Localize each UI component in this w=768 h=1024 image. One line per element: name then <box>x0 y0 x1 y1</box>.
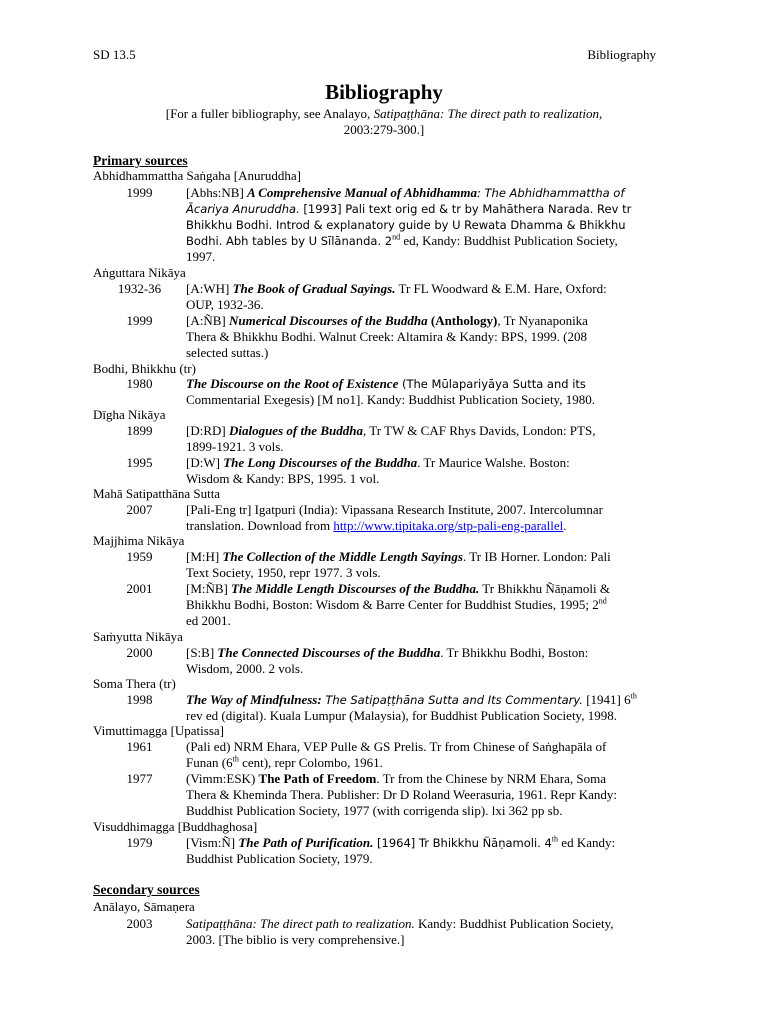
entry-heading: Aṅguttara Nikāya <box>93 265 186 280</box>
entry-heading: Dīgha Nikāya <box>93 407 166 422</box>
entry-text: The Way of Mindfulness: The Satipaṭṭhāna Sutta and Its Commentary. [1941] 6th rev ed (digital). Kuala Lumpur (Malaysia), for Buddhist Publication Society, 1998. <box>186 691 637 723</box>
entry-heading: Saṁyutta Nikāya <box>93 629 183 644</box>
secondary-sources-heading: Secondary sources <box>93 882 200 897</box>
tipitaka-link[interactable]: http://www.tipitaka.org/stp-pali-eng-parallel <box>333 518 564 533</box>
entry-text: [D:W] The Long Discourses of the Buddha. Tr Maurice Walshe. Boston: Wisdom & Kandy: BPS, 1995. 1 vol. <box>186 455 570 486</box>
entry-text: [M:H] The Collection of the Middle Length Sayings. Tr IB Horner. London: Pali Text Society, 1950, repr 1977. 3 vols. <box>186 549 611 580</box>
entry-text: [Abhs:NB] A Comprehensive Manual of Abhidhamma: The Abhidhammattha of Ācariya Anuruddha. [1993] Pali text orig ed & tr by Mahāthera Narada. Rev tr Bhikkhu Bodhi. Introd & explanatory guide by U Rewata Dhamma & Bhikkhu Bodhi. Abh tables by U Sīlānanda. 2nd ed, Kandy: Buddhist Publication Society, 1997. <box>186 185 632 264</box>
entry-year: 1999 <box>126 185 153 200</box>
entry-text: [A:ÑB] Numerical Discourses of the Buddha (Anthology), Tr Nyanaponika Thera & Bhikkhu Bodhi. Walnut Creek: Altamira & Kandy: BPS, 1999. (208 selected suttas.) <box>186 313 588 360</box>
header-section-title: Bibliography <box>587 47 656 62</box>
entry-text: [Pali-Eng tr] Igatpuri (India): Vipassana Research Institute, 2007. Intercolumnar translation. Download from http://www.tipitaka.org/stp-pali-eng-parallel. <box>186 502 604 533</box>
entry-heading: Visuddhimagga [Buddhaghosa] <box>93 819 258 834</box>
entry-heading: Anālayo, Sāmaṇera <box>93 899 195 914</box>
header-doc-id: SD 13.5 <box>93 47 136 62</box>
entry-text: The Discourse on the Root of Existence (The Mūlapariyāya Sutta and its Commentarial Exegesis) [M no1]. Kandy: Buddhist Publication Society, 1980. <box>186 376 595 407</box>
entry-year: 2007 <box>126 502 153 517</box>
entry-heading: Abhidhammattha Saṅgaha [Anuruddha] <box>93 168 301 183</box>
entry-year: 1977 <box>126 771 153 786</box>
entry-year: 1999 <box>126 313 153 328</box>
entry-year: 2001 <box>126 581 153 596</box>
intro-note: [For a fuller bibliography, see Analayo, Satipaṭṭhāna: The direct path to realization, 2003:279-300.] <box>165 106 603 137</box>
entry-year: 1932-36 <box>117 281 162 296</box>
entry-year: 1959 <box>126 549 153 564</box>
entry-year: 1961 <box>126 739 153 754</box>
entry-year: 1899 <box>126 423 153 438</box>
entry-year: 2000 <box>126 645 153 660</box>
entry-text: (Vimm:ESK) The Path of Freedom. Tr from the Chinese by NRM Ehara, Soma Thera & Kheminda Thera. Publisher: Dr D Roland Weerasuria, 1961. Repr Kandy: Buddhist Publication Society, 1977 (with corrigenda slip). lxi 362 pp sb. <box>186 771 617 818</box>
entry-heading: Vimuttimagga [Upatissa] <box>93 723 224 738</box>
entry-text: [M:ÑB] The Middle Length Discourses of the Buddha. Tr Bhikkhu Ñāṇamoli & Bhikkhu Bodhi, Boston: Wisdom & Barre Center for Buddhist Studies, 1995; 2nd ed 2001. <box>186 581 610 628</box>
entry-heading: Majjhima Nikāya <box>93 533 185 548</box>
entry-text: (Pali ed) NRM Ehara, VEP Pulle & GS Prelis. Tr from Chinese of Saṅghapāla of Funan (6th cent), repr Colombo, 1961. <box>186 739 607 770</box>
entry-text: [S:B] The Connected Discourses of the Buddha. Tr Bhikkhu Bodhi, Boston: Wisdom, 2000. 2 vols. <box>186 645 589 676</box>
primary-sources-heading: Primary sources <box>93 153 188 168</box>
entry-heading: Soma Thera (tr) <box>93 676 176 691</box>
entry-year: 1998 <box>126 692 153 707</box>
entry-heading: Bodhi, Bhikkhu (tr) <box>93 361 196 376</box>
entry-year: 1979 <box>126 835 153 850</box>
entry-text: [A:WH] The Book of Gradual Sayings. Tr FL Woodward & E.M. Hare, Oxford: OUP, 1932-36. <box>186 281 607 312</box>
entry-text: Satipaṭṭhāna: The direct path to realization. Kandy: Buddhist Publication Society, 2003. [The biblio is very comprehensive.] <box>186 916 614 947</box>
entry-heading: Mahā Satipatthāna Sutta <box>93 486 221 501</box>
entry-text: [D:RD] Dialogues of the Buddha, Tr TW & CAF Rhys Davids, London: PTS, 1899-1921. 3 vols. <box>186 423 596 454</box>
page-title: Bibliography <box>325 80 443 104</box>
entry-text: [Vism:Ñ] The Path of Purification. [1964] Tr Bhikkhu Ñāṇamoli. 4th ed Kandy: Buddhist Publication Society, 1979. <box>186 834 616 866</box>
entry-year: 1980 <box>126 376 153 391</box>
entry-year: 1995 <box>126 455 153 470</box>
entry-year: 2003 <box>126 916 153 931</box>
